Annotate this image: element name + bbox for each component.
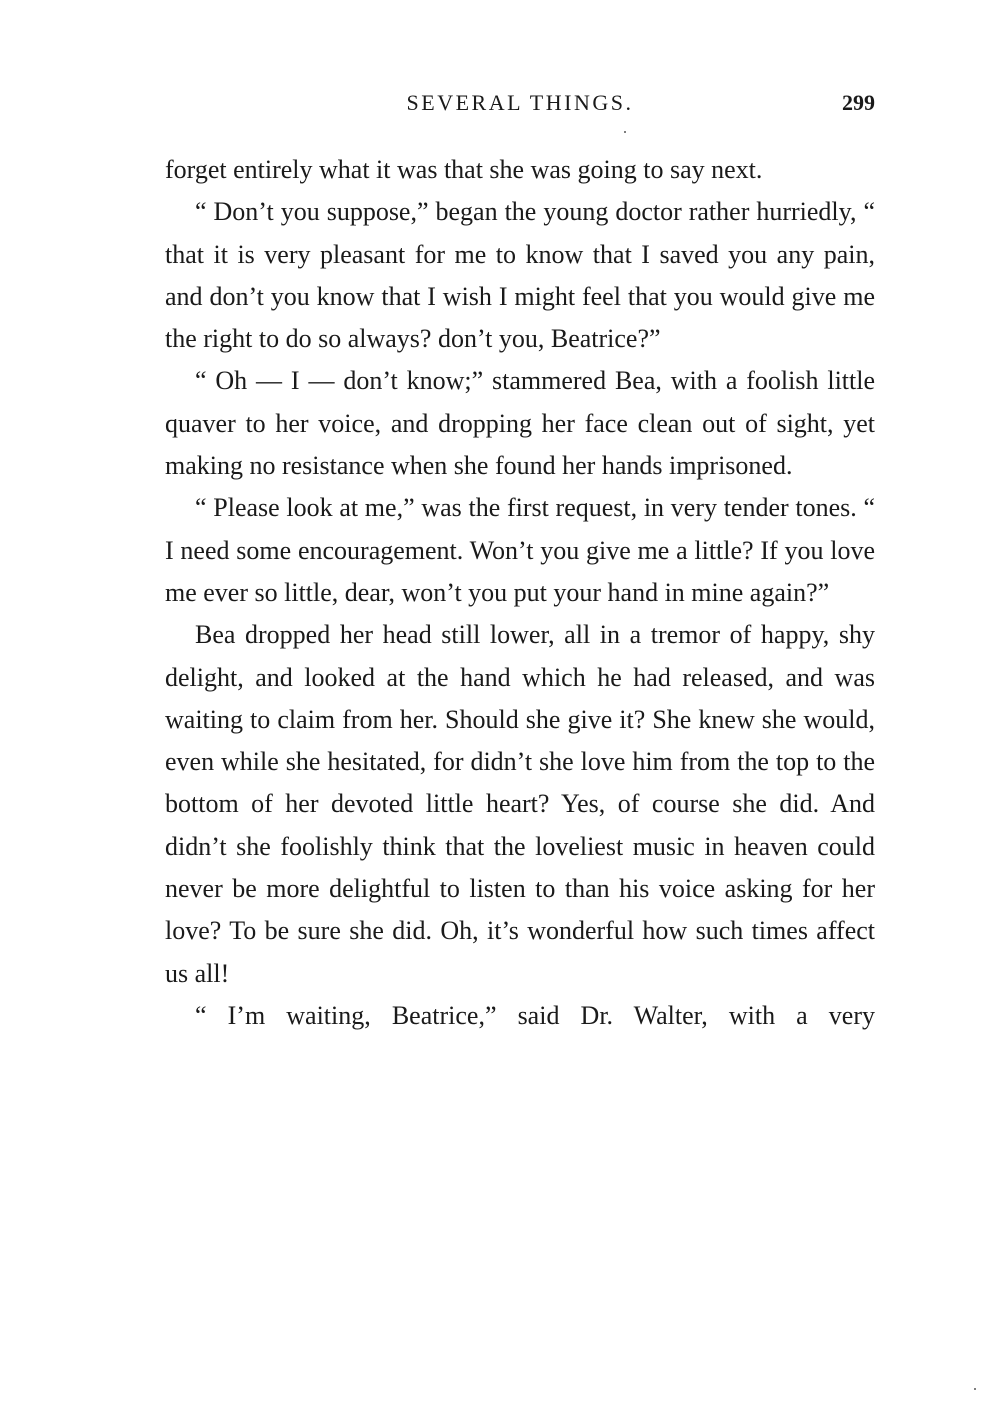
paragraph: forget entirely what it was that she was going to say next.	[165, 155, 763, 184]
paragraph: “ I’m waiting, Beatrice,” said Dr. Walter, with a very	[195, 1000, 875, 1030]
paragraph: “ Please look at me,” was the first request, in very tender tones. “ I need some encouragement. Won’t you give me a little? If you love me ever so little, dear, won’t you put your hand in mine again?”	[165, 493, 875, 607]
paragraph: “ Oh — I — don’t know;” stammered Bea, with a foolish little quaver to her voice, and dropping her face clean out of sight, yet making no resistance when she found her hands imprisoned.	[165, 366, 875, 481]
running-head-title: SEVERAL THINGS.	[406, 90, 634, 115]
scan-speck	[974, 1388, 976, 1390]
body-text	[165, 149, 875, 1037]
page-number: 299	[842, 90, 875, 115]
paragraph: Bea dropped her head still lower, all in a tremor of happy, shy delight, and looked at the hand which he had released, and was waiting to claim from her. Should she give it? She knew she would, even while she hesitated, for didn’t she love him from the top to the bottom of her devoted little heart? Yes, of course she did. And didn’t she foolishly think that the loveliest music in heaven could never be more delightful to listen to than his voice asking for her love? To be sure she did. Oh, it’s wonderful how such times affect us all!	[165, 620, 875, 988]
paragraph: “ Don’t you suppose,” began the young doctor rather hurriedly, “ that it is very pleasant for me to know that I saved you any pain, and don’t you know that I wish I might feel that you would give me the right to do so always? don’t you, Beatrice?”	[165, 197, 875, 354]
scan-speck	[624, 131, 626, 133]
running-head	[165, 86, 875, 120]
